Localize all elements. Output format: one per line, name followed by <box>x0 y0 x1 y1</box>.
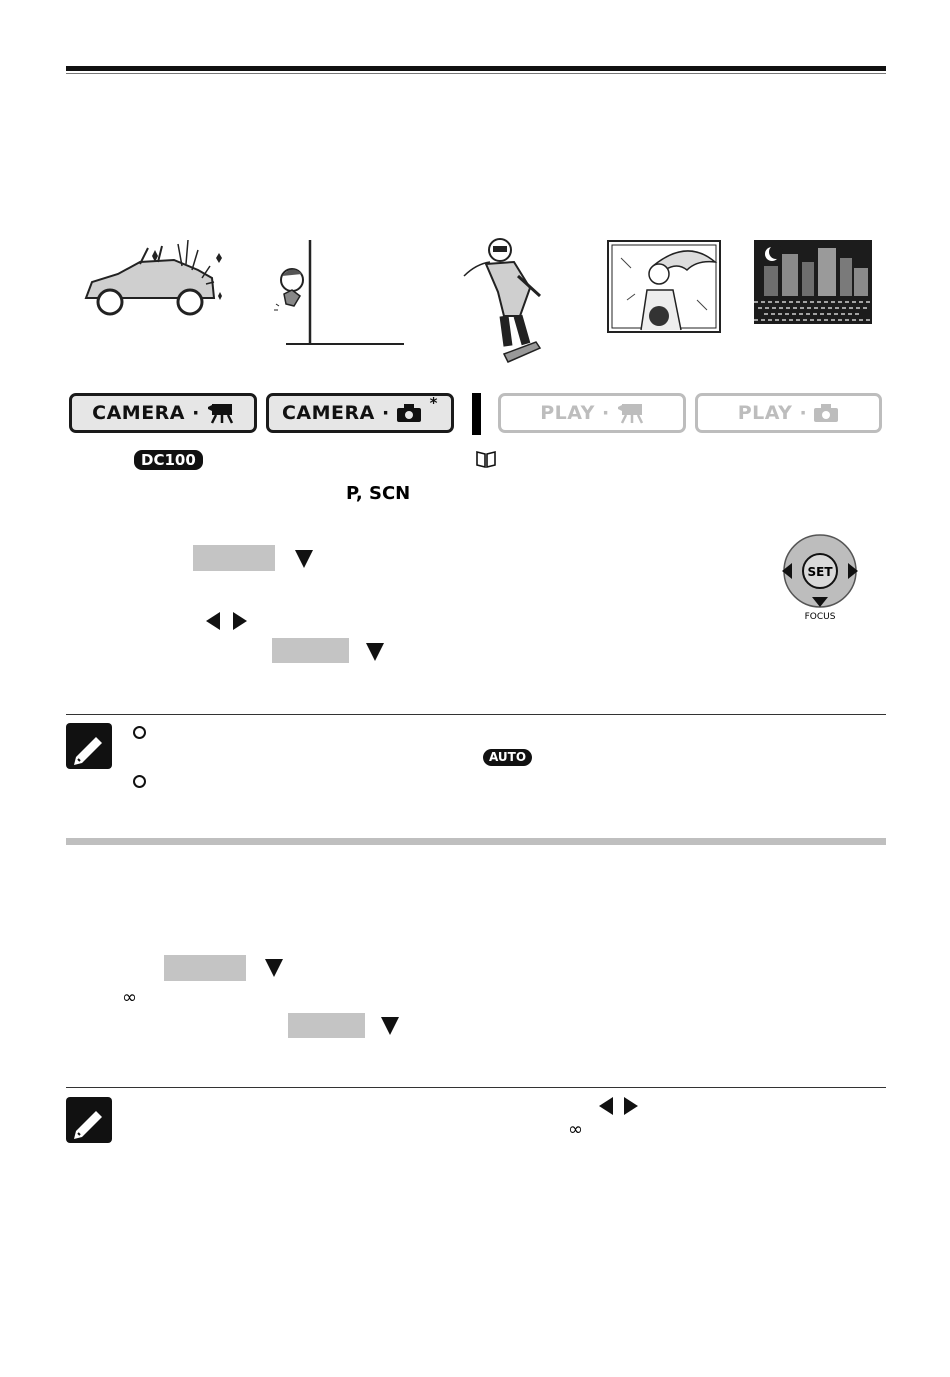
girl-umbrella-window-illustration <box>607 240 721 333</box>
mode-camera-movie-label: CAMERA · <box>92 402 200 424</box>
movie-camera-icon <box>206 402 234 424</box>
header-rule-thin <box>66 73 886 74</box>
child-behind-pole-illustration <box>270 240 410 348</box>
snowboarder-illustration <box>460 236 560 370</box>
infinity-symbol: ∞ <box>568 1119 583 1140</box>
movie-camera-icon <box>616 402 644 424</box>
section-divider <box>66 838 886 845</box>
auto-badge: AUTO <box>483 749 532 766</box>
bullet-icon <box>133 726 146 739</box>
mode-camera-photo-label: CAMERA · <box>281 402 390 424</box>
menu-placeholder-box <box>164 955 246 981</box>
mode-play-movie-label: PLAY · <box>540 402 610 424</box>
still-camera-icon <box>813 403 839 423</box>
note-rule <box>66 714 886 715</box>
night-city-skyline-illustration <box>754 240 872 324</box>
mode-asterisk: * <box>429 394 439 412</box>
note-pencil-icon <box>66 723 112 769</box>
arrow-right-icon <box>624 1097 638 1115</box>
mode-play-photo <box>695 393 882 433</box>
still-camera-icon <box>396 403 422 423</box>
joystick-set-label: SET <box>807 565 833 579</box>
mode-play-movie <box>498 393 686 433</box>
model-badge: DC100 <box>134 450 203 470</box>
joystick-focus-label: FOCUS <box>804 612 836 622</box>
book-reference-icon <box>475 449 497 469</box>
arrow-down-icon <box>265 959 283 977</box>
program-modes-marker: P, SCN <box>346 483 411 504</box>
note-pencil-icon <box>66 1097 112 1143</box>
header-rule <box>66 66 886 71</box>
arrow-down-icon <box>381 1017 399 1035</box>
menu-placeholder-box <box>288 1013 365 1038</box>
mode-camera-movie <box>69 393 257 433</box>
menu-placeholder-box <box>272 638 349 663</box>
arrow-down-icon <box>366 643 384 661</box>
infinity-symbol: ∞ <box>122 987 137 1008</box>
mode-divider <box>472 393 481 435</box>
joystick-icon <box>780 533 862 623</box>
arrow-right-icon <box>233 612 247 630</box>
convertible-car-illustration <box>78 236 228 326</box>
mode-play-photo-label: PLAY · <box>737 402 808 424</box>
arrow-down-icon <box>295 550 313 568</box>
mode-camera-photo <box>266 393 454 433</box>
bullet-icon <box>133 775 146 788</box>
note-rule <box>66 1087 886 1088</box>
arrow-left-icon <box>206 612 220 630</box>
arrow-left-icon <box>599 1097 613 1115</box>
menu-placeholder-box <box>193 545 275 571</box>
